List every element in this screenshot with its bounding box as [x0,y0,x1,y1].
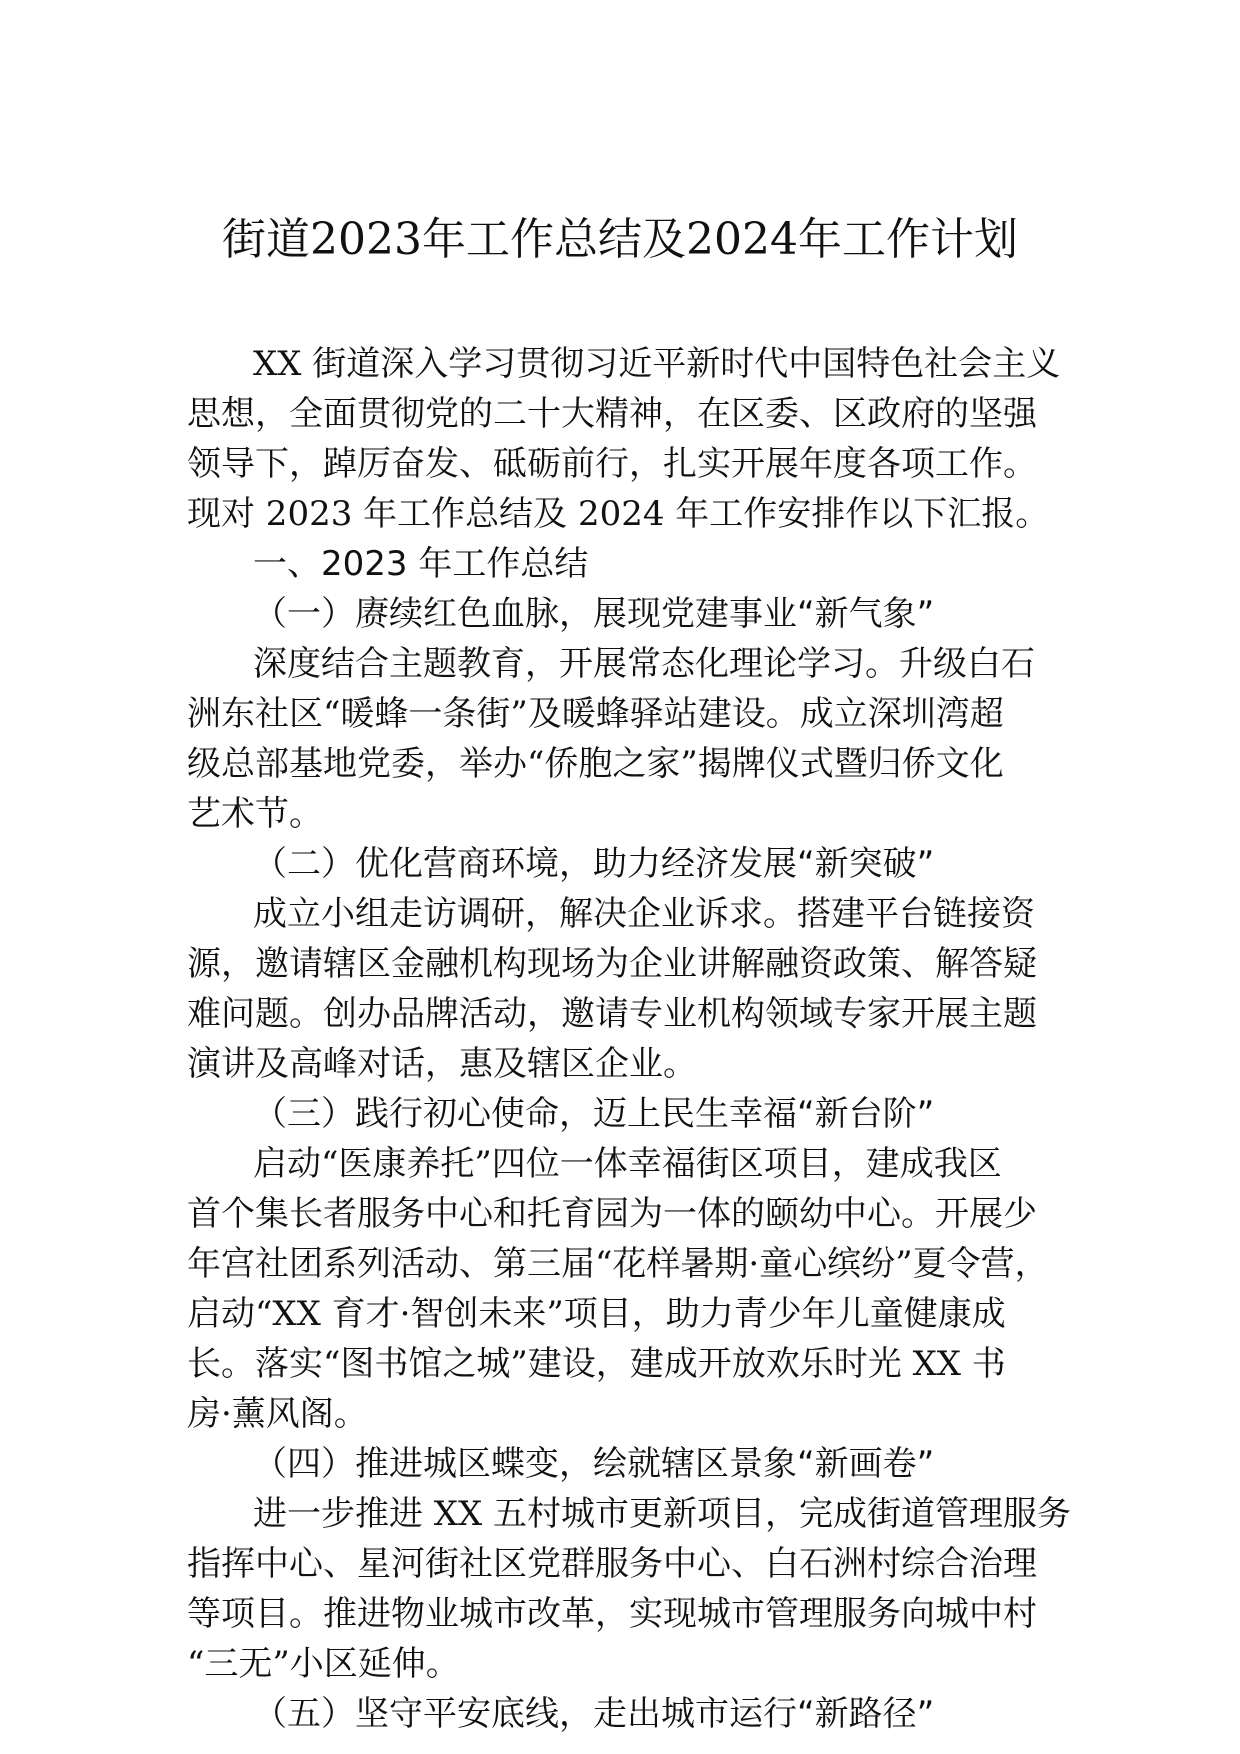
section-heading-summary: 一、2023 年工作总结 [253,544,589,584]
paragraph-3-line-6: 房·薰风阁。 [187,1394,368,1434]
subheading-3: （三）践行初心使命，迈上民生幸福“新台阶” [253,1094,935,1134]
paragraph-intro-line-2: 思想，全面贯彻党的二十大精神，在区委、区政府的坚强 [187,394,1037,434]
paragraph-4-line-2: 指挥中心、星河街社区党群服务中心、白石洲村综合治理 [187,1544,1037,1584]
paragraph-3-line-2: 首个集长者服务中心和托育园为一体的颐幼中心。开展少 [187,1194,1037,1234]
document-body [187,339,1072,1739]
paragraph-1-line-1: 深度结合主题教育，开展常态化理论学习。升级白石 [253,644,1035,684]
paragraph-4-line-4: “三无”小区延伸。 [187,1644,460,1684]
subheading-2: （二）优化营商环境，助力经济发展“新突破” [253,844,935,884]
paragraph-4-line-1: 进一步推进 XX 五村城市更新项目，完成街道管理服务 [253,1494,1072,1534]
paragraph-1-line-4: 艺术节。 [187,794,323,834]
paragraph-intro-line-1: XX 街道深入学习贯彻习近平新时代中国特色社会主义 [253,344,1061,384]
paragraph-intro-line-3: 领导下，踔厉奋发、砥砺前行，扎实开展年度各项工作。 [187,444,1037,484]
paragraph-3-line-5: 长。落实“图书馆之城”建设，建成开放欢乐时光 XX 书 [187,1344,1006,1384]
paragraph-3-line-4: 启动“XX 育才·智创未来”项目，助力青少年儿童健康成 [187,1294,1006,1334]
paragraph-4-line-3: 等项目。推进物业城市改革，实现城市管理服务向城中村 [187,1594,1037,1634]
paragraph-2-line-4: 演讲及高峰对话，惠及辖区企业。 [187,1044,697,1084]
paragraph-3-line-3: 年宫社团系列活动、第三届“花样暑期·童心缤纷”夏令营， [187,1244,1049,1284]
paragraph-2-line-1: 成立小组走访调研，解决企业诉求。搭建平台链接资 [253,894,1035,934]
paragraph-1-line-3: 级总部基地党委，举办“侨胞之家”揭牌仪式暨归侨文化 [187,744,1004,784]
paragraph-intro-line-4: 现对 2023 年工作总结及 2024 年工作安排作以下汇报。 [187,494,1050,534]
paragraph-1-line-2: 洲东社区“暖蜂一条街”及暖蜂驿站建设。成立深圳湾超 [187,694,1004,734]
subheading-4: （四）推进城区蝶变，绘就辖区景象“新画卷” [253,1444,935,1484]
subheading-5: （五）坚守平安底线，走出城市运行“新路径” [253,1694,935,1734]
paragraph-2-line-3: 难问题。创办品牌活动，邀请专业机构领域专家开展主题 [187,994,1037,1034]
paragraph-3-line-1: 启动“医康养托”四位一体幸福街区项目，建成我区 [253,1144,1002,1184]
document-title: 街道2023年工作总结及2024年工作计划 [222,214,1018,265]
subheading-1: （一）赓续红色血脉，展现党建事业“新气象” [253,594,935,634]
paragraph-2-line-2: 源，邀请辖区金融机构现场为企业讲解融资政策、解答疑 [187,944,1037,984]
